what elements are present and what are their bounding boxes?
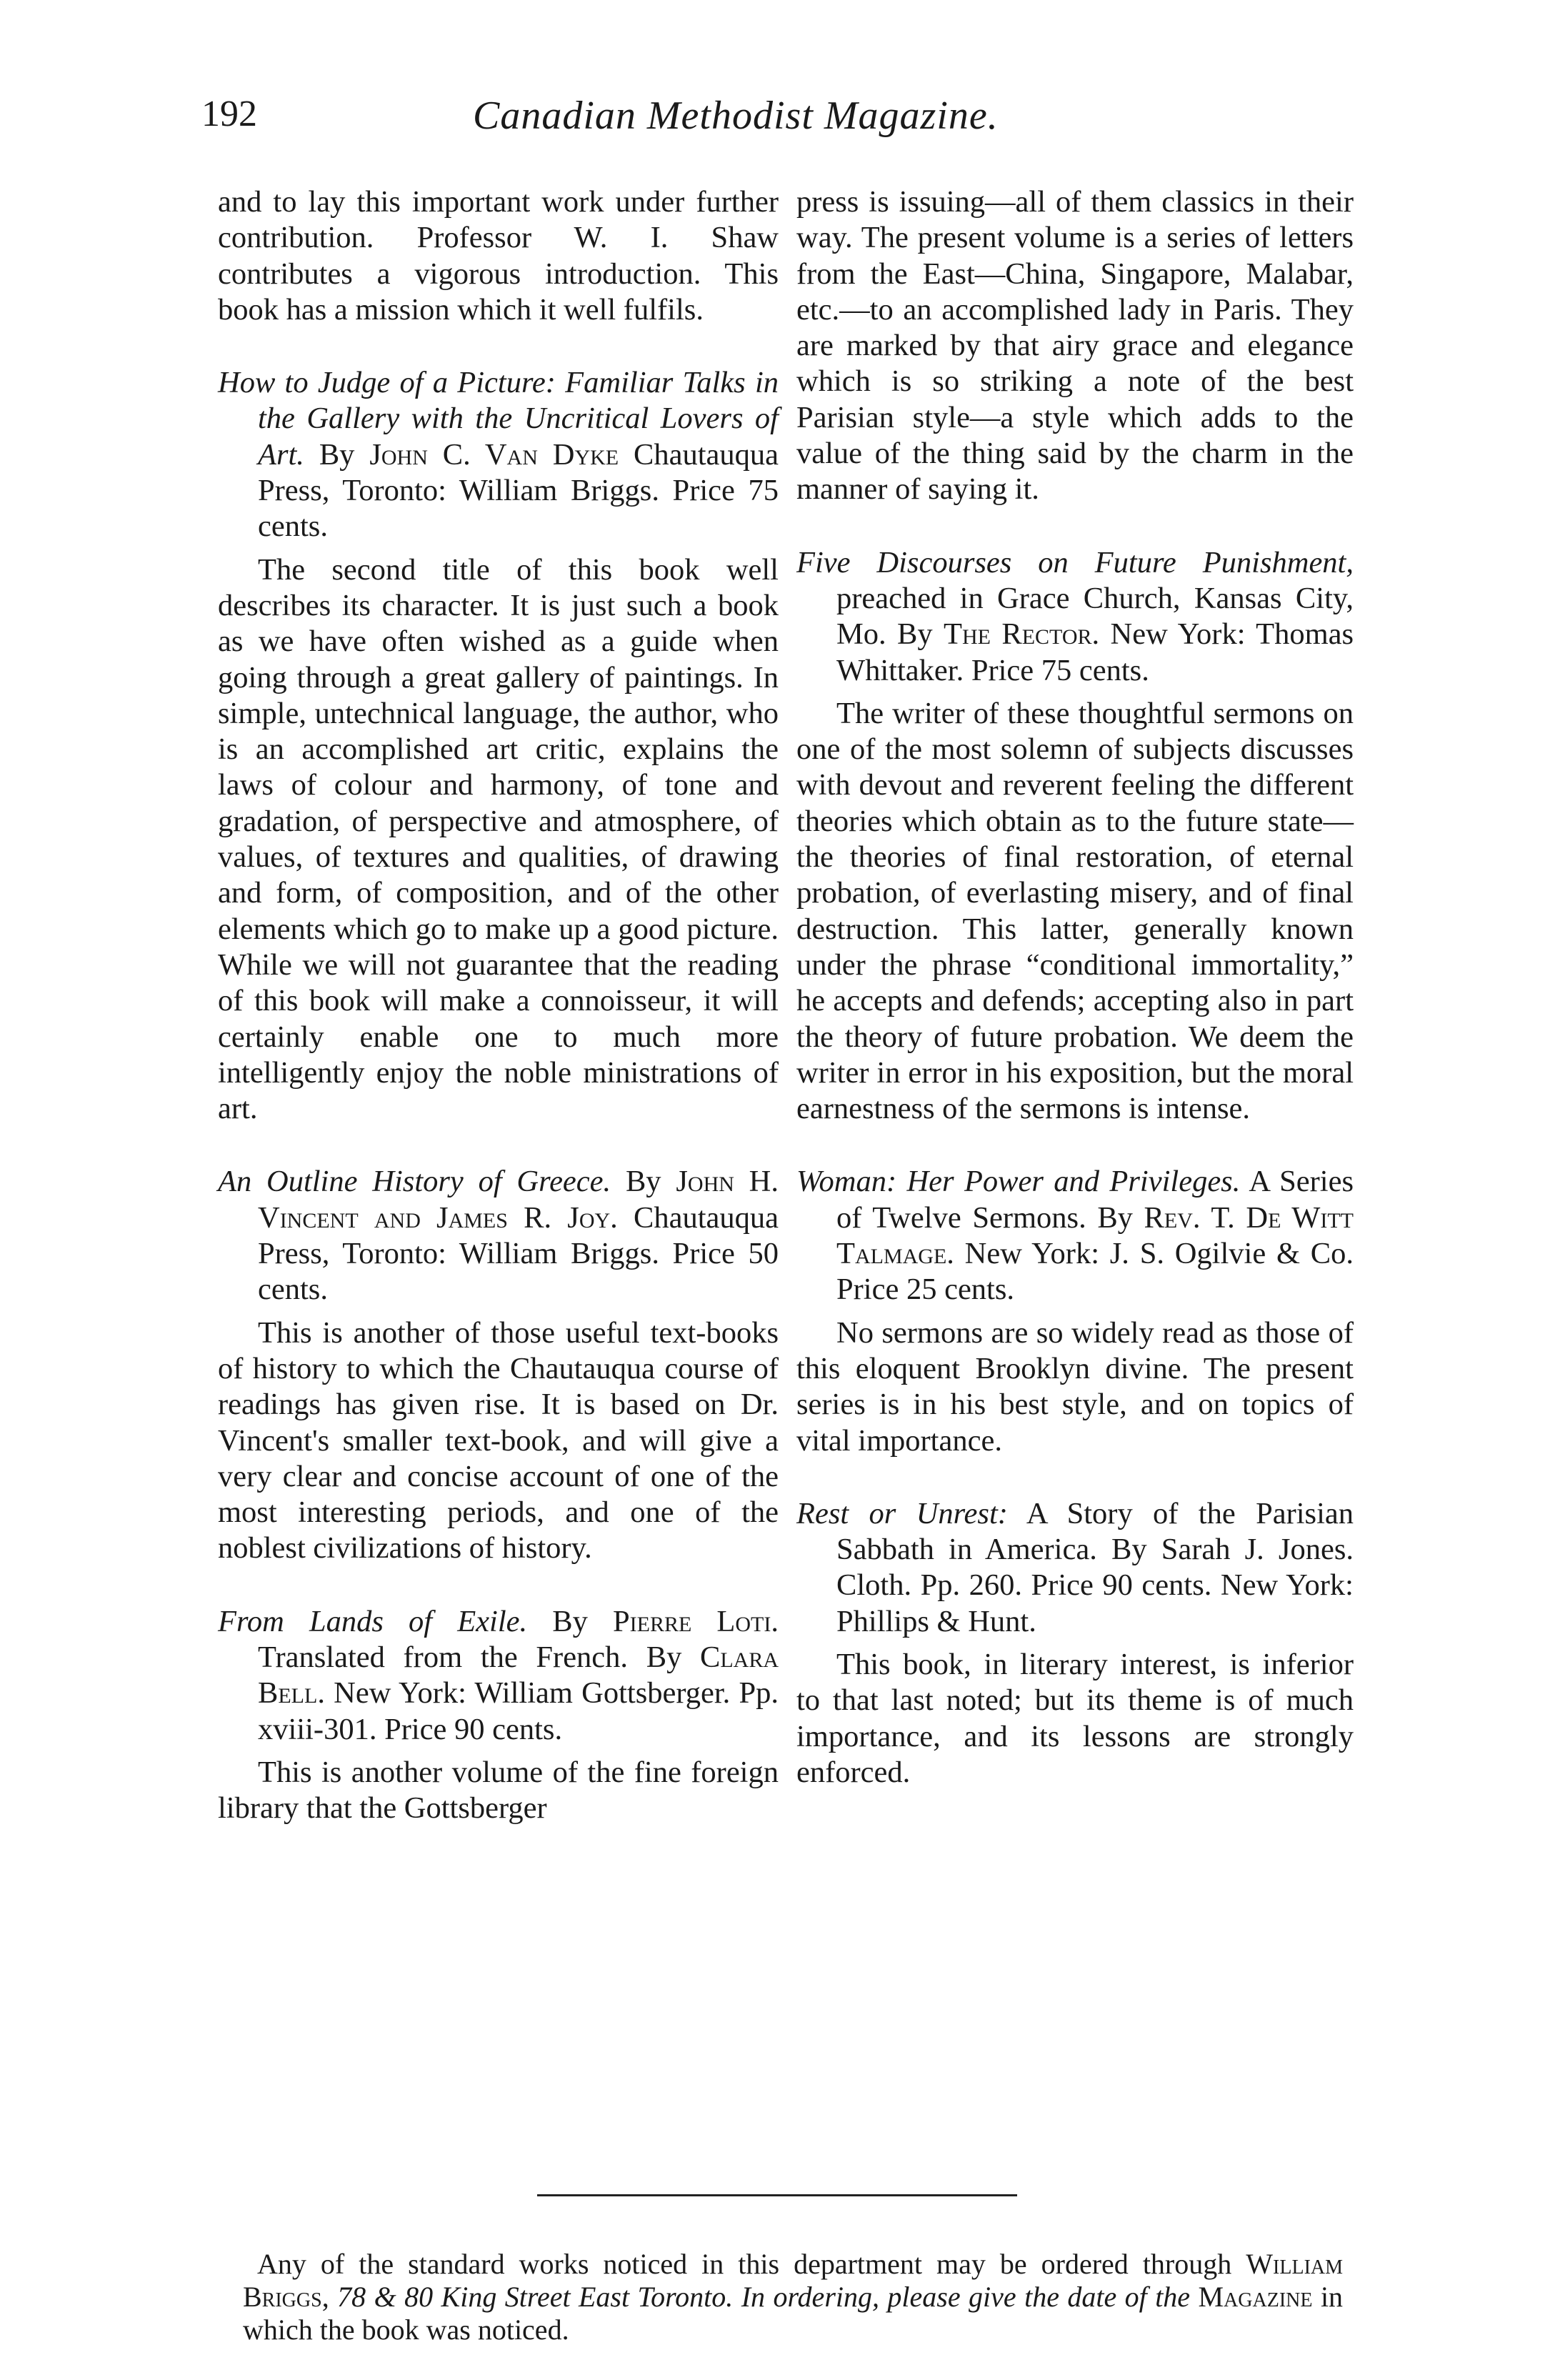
page-number: 192: [201, 94, 257, 134]
book-author: The Rector.: [944, 617, 1100, 652]
book-author: John C. Van Dyke: [369, 437, 619, 472]
running-title: Canadian Methodist Magazine.: [473, 94, 999, 138]
book-entry-from-lands-of-exile: [218, 1604, 779, 1748]
by-label: By: [552, 1604, 588, 1638]
footer-magazine: Magazine: [1198, 2281, 1313, 2313]
continued-review-text: and to lay this important work under further contribution. Professor W. I. Shaw contributes a vigorous introduction. This book has a mission which it well fulfils.: [218, 185, 779, 327]
book-details: preached in Grace Church, Kansas City, Mo. By: [836, 581, 1354, 652]
book-entry-rest-or-unrest: [796, 1496, 1354, 1640]
book-entry-outline-history-of-greece: [218, 1164, 779, 1308]
footer-text: In ordering, please give the date of the: [741, 2281, 1191, 2313]
book-title: From Lands of Exile.: [218, 1604, 528, 1638]
book-review: The second title of this book well describes its character. It is just such a book as we have often wished as a guide when going through a great gallery of paintings. In simple, untechnical language, the author, who is an accomplished art critic, explains the laws of colour and harmony, of tone and gradation, of perspective and atmosphere, of values, of textures and qualities, of drawing and form, of composition, and of the other elements which go to make up a good picture. While we will not guarantee that the reading of this book will make a connoisseur, it will certainly enable one to much more intelligently enjoy the noble ministrations of art.: [218, 552, 779, 1126]
book-review: The writer of these thoughtful sermons on one of the most solemn of subjects discusses with devout and reverent feeling the different theories which obtain as to the future state—the theories of final restoration, of eternal probation, of everlasting misery, and of final destruction. This latter, generally known under the phrase “conditional immortality,” he accepts and defends; accepting also in part the theory of future probation. We deem the writer in error in his exposition, but the moral earnestness of the sermons is intense.: [796, 696, 1354, 1126]
book-review: No sermons are so widely read as those of this eloquent Brooklyn divine. The present series is in his best style, and on topics of vital importance.: [796, 1315, 1354, 1458]
book-title: How to Judge of a Picture: Familiar Talks in the Gallery with the Uncritical Lovers of Art.: [218, 366, 779, 472]
book-title: An Outline History of Greece.: [218, 1165, 611, 1199]
book-author: Rev. T. De Witt Talmage.: [836, 1200, 1354, 1271]
book-details: Chautauqua Press, Toronto: William Briggs. Price 50 cents.: [258, 1200, 779, 1307]
book-details: Translated from the French. By: [258, 1640, 682, 1674]
page-header: [201, 93, 1344, 150]
footer-note: [243, 2248, 1343, 2346]
footer-address: 78 & 80 King Street East Toronto.: [337, 2281, 734, 2313]
book-details: A Story of the Parisian Sabbath in America. By Sarah J. Jones. Cloth. Pp. 260. Price 90 cents. New York: Phillips & Hunt.: [836, 1496, 1354, 1638]
footer-text: Any of the standard works noticed in this department may be ordered through: [257, 2248, 1232, 2280]
footer-text: in which the book was noticed.: [243, 2281, 1344, 2346]
book-review: This is another volume of the fine foreign library that the Gottsberger: [218, 1755, 779, 1826]
book-title: Rest or Unrest:: [796, 1496, 1008, 1530]
book-author: John H. Vincent and James R. Joy.: [258, 1165, 779, 1235]
section-divider: [537, 2194, 1017, 2196]
book-review: This book, in literary interest, is inferior to that last noted; but its theme is of much importance, and its lessons are strongly enforced.: [796, 1647, 1354, 1789]
book-translator: Clara Bell.: [258, 1640, 779, 1711]
by-label: By: [319, 437, 355, 472]
book-review: This is another of those useful text-books of history to which the Chautauqua course of readings has given rise. It is based on Dr. Vincent's smaller text-book, and will give a very clear and concise account of one of the most interesting periods, and one of the noblest civilizations of history.: [218, 1315, 779, 1565]
book-entry-woman-her-power: [796, 1164, 1354, 1308]
book-title: Five Discourses on Future Punishment,: [796, 545, 1354, 579]
book-details: New York: J. S. Ogilvie & Co. Price 25 cents.: [836, 1237, 1354, 1307]
book-details: A Series of Twelve Sermons. By: [836, 1165, 1354, 1235]
book-details: New York: Thomas Whittaker. Price 75 cents.: [836, 617, 1354, 687]
continued-review-text: press is issuing—all of them classics in their way. The present volume is a series of letters from the East—China, Singapore, Malabar, etc.—to an accomplished lady in Paris. They are marked by that airy grace and elegance which is so striking a note of the best Parisian style—a style which adds to the value of the thing said by the charm in the manner of saying it.: [796, 185, 1354, 507]
book-entry-how-to-judge-a-picture: [218, 365, 779, 544]
book-details: New York: William Gottsberger. Pp. xviii-301. Price 90 cents.: [258, 1676, 779, 1746]
right-column: [796, 184, 1354, 1791]
book-title: Woman: Her Power and Privileges.: [796, 1165, 1241, 1199]
left-column: [218, 184, 779, 1826]
footer-publisher: William Briggs,: [243, 2248, 1344, 2313]
by-label: By: [625, 1165, 661, 1199]
book-author: Pierre Loti.: [613, 1604, 779, 1638]
book-details: Chautauqua Press, Toronto: William Briggs. Price 75 cents.: [258, 437, 779, 544]
book-entry-five-discourses: [796, 545, 1354, 689]
